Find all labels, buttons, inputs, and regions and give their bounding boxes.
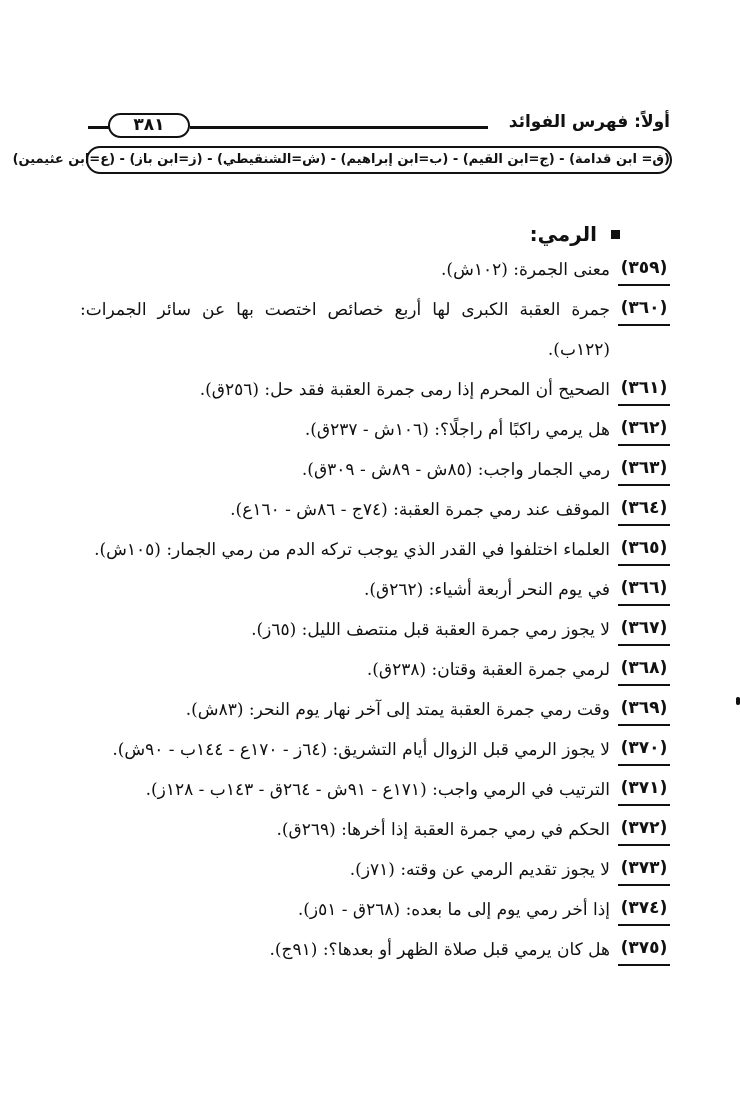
- entry-number: (٣٦٨): [618, 652, 670, 686]
- entry-text: إذا أخر رمي يوم إلى ما بعده: (٢٦٨ق - ٥١ز).: [297, 900, 610, 920]
- entry-number: (٣٦٤): [618, 492, 670, 526]
- page-header-title: أولاً: فهرس الفوائد: [508, 112, 670, 132]
- list-item: [80, 530, 670, 570]
- list-item: [80, 410, 670, 450]
- entry-text: لا يجوز رمي جمرة العقبة قبل منتصف الليل: (٦٥ز).: [251, 620, 610, 640]
- square-bullet-icon: [611, 230, 620, 239]
- index-entries: [80, 250, 670, 970]
- list-item: [80, 730, 670, 770]
- list-item: [80, 650, 670, 690]
- list-item: [80, 370, 670, 410]
- entry-number: (٣٧٢): [618, 812, 670, 846]
- entry-number: (٣٧٠): [618, 732, 670, 766]
- abbreviation-legend: (ق= ابن قدامة) - (ج=ابن القيم) - (ب=ابن إبراهيم) - (ش=الشنقيطي) - (ز=ابن باز) - (ع=ابن عثيمين): [86, 146, 672, 174]
- entry-number: (٣٥٩): [618, 252, 670, 286]
- section-title: الرمي:: [529, 222, 597, 246]
- page-number: ٣٨١: [108, 113, 190, 138]
- entry-number: (٣٦٣): [618, 452, 670, 486]
- entry-number: (٣٧١): [618, 772, 670, 806]
- entry-text: الترتيب في الرمي واجب: (١٧١ع - ٩١ش - ٢٦٤ق - ١٤٣ب - ١٢٨ز).: [145, 780, 610, 800]
- entry-text: العلماء اختلفوا في القدر الذي يوجب تركه الدم من رمي الجمار: (١٠٥ش).: [94, 540, 610, 560]
- entry-text: لا يجوز الرمي قبل الزوال أيام التشريق: (٦٤ز - ١٧٠ع - ١٤٤ب - ٩٠ش).: [112, 740, 610, 760]
- entry-number: (٣٦٦): [618, 572, 670, 606]
- list-item: [80, 290, 670, 370]
- list-item: [80, 610, 670, 650]
- list-item: [80, 890, 670, 930]
- entry-text: معنى الجمرة: (١٠٢ش).: [441, 260, 610, 280]
- entry-number: (٣٧٥): [618, 932, 670, 966]
- list-item: [80, 450, 670, 490]
- entry-text: هل يرمي راكبًا أم راجلًا؟: (١٠٦ش - ٢٣٧ق).: [304, 420, 610, 440]
- list-item: [80, 490, 670, 530]
- entry-number: (٣٦١): [618, 372, 670, 406]
- list-item: [80, 810, 670, 850]
- entry-text: هل كان يرمي قبل صلاة الظهر أو بعدها؟: (٩١ج).: [269, 940, 610, 960]
- list-item: [80, 570, 670, 610]
- entry-text: الموقف عند رمي جمرة العقبة: (٧٤ج - ٨٦ش - ١٦٠ع).: [230, 500, 610, 520]
- section-heading: [530, 222, 620, 246]
- list-item: [80, 690, 670, 730]
- entry-text: رمي الجمار واجب: (٨٥ش - ٨٩ش - ٣٠٩ق).: [301, 460, 610, 480]
- entry-number: (٣٦٠): [618, 292, 670, 326]
- entry-text: لرمي جمرة العقبة وقتان: (٢٣٨ق).: [366, 660, 610, 680]
- list-item: [80, 250, 670, 290]
- header-rule-left: [88, 126, 110, 129]
- entry-number: (٣٧٣): [618, 852, 670, 886]
- entry-text: في يوم النحر أربعة أشياء: (٢٦٢ق).: [364, 580, 610, 600]
- entry-number: (٣٦٢): [618, 412, 670, 446]
- entry-text: الصحيح أن المحرم إذا رمى جمرة العقبة فقد حل: (٢٥٦ق).: [199, 380, 610, 400]
- list-item: [80, 850, 670, 890]
- entry-number: (٣٧٤): [618, 892, 670, 926]
- entry-number: (٣٦٥): [618, 532, 670, 566]
- scan-mark: [736, 697, 740, 705]
- entry-text: لا يجوز تقديم الرمي عن وقته: (٧١ز).: [349, 860, 610, 880]
- list-item: [80, 770, 670, 810]
- entry-number: (٣٦٩): [618, 692, 670, 726]
- entry-text: الحكم في رمي جمرة العقبة إذا أخرها: (٢٦٩ق).: [276, 820, 610, 840]
- header-rule: [190, 126, 488, 129]
- entry-text: جمرة العقبة الكبرى لها أربع خصائص اختصت بها عن سائر الجمرات: (١٢٢ب).: [80, 300, 610, 360]
- entry-number: (٣٦٧): [618, 612, 670, 646]
- entry-text: وقت رمي جمرة العقبة يمتد إلى آخر نهار يوم النحر: (٨٣ش).: [185, 700, 610, 720]
- list-item: [80, 930, 670, 970]
